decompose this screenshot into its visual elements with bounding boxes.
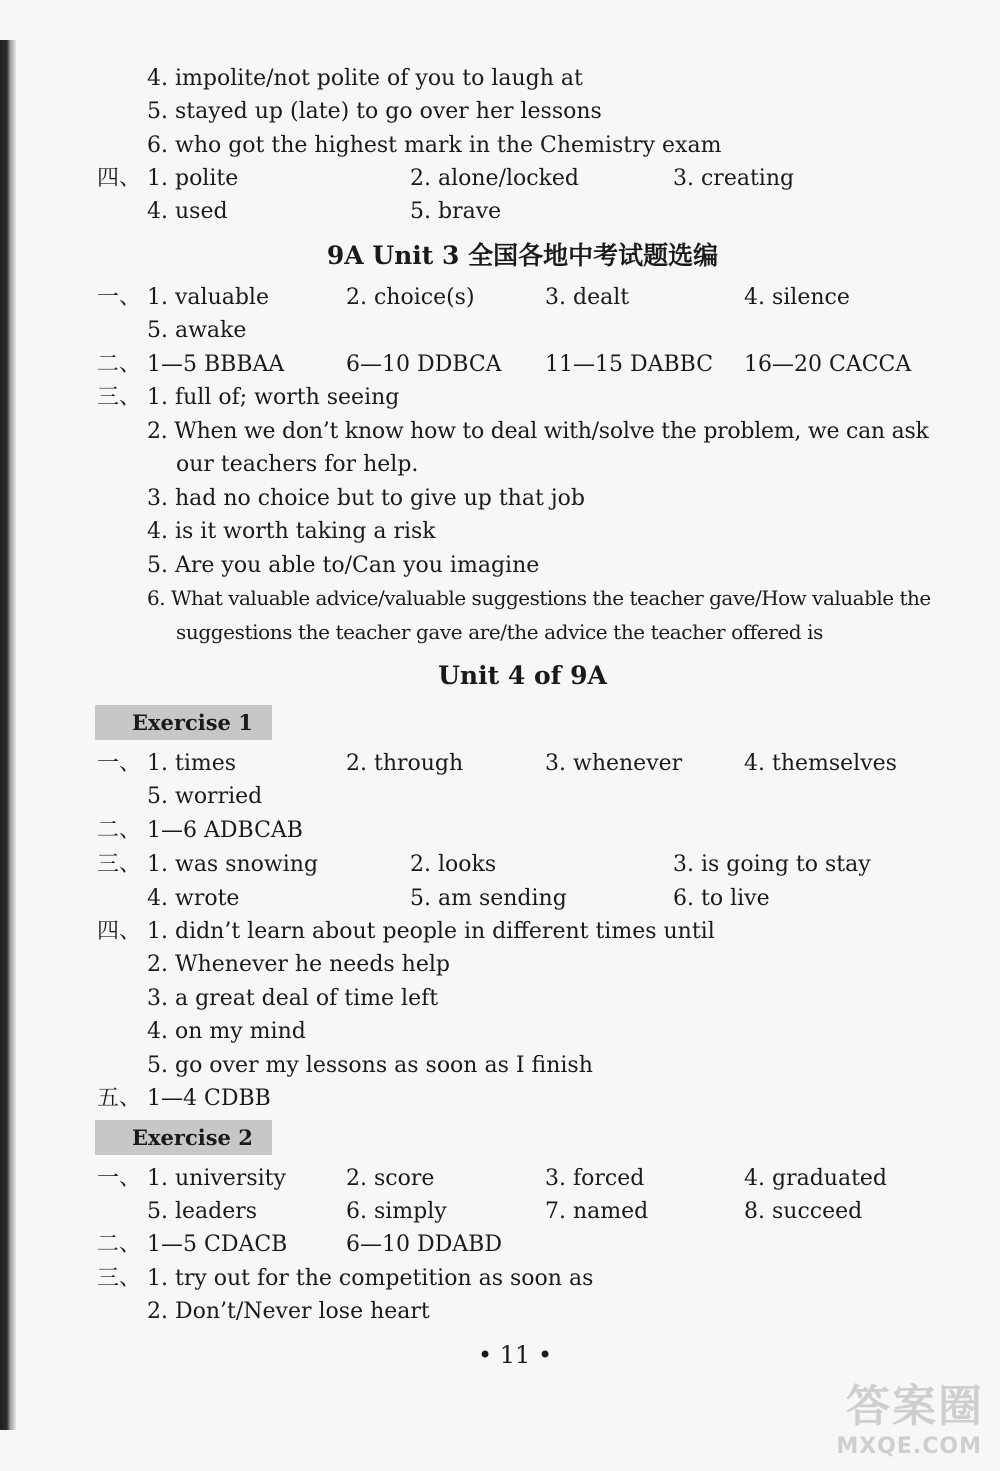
answer-text: 1—6 ADBCAB: [147, 818, 303, 843]
answer-text: 11—15 DABBC: [545, 352, 714, 377]
section-marker: 三、: [97, 385, 142, 410]
answer-text: 6. who got the highest mark in the Chemistry exam: [147, 133, 722, 158]
answer-text: 4. graduated: [744, 1166, 888, 1191]
answer-text: 3. forced: [545, 1166, 645, 1191]
answer-text: 5. leaders: [147, 1199, 258, 1224]
answer-text: 5. go over my lessons as soon as I finish: [147, 1053, 593, 1078]
section-marker: 一、: [97, 751, 142, 776]
answer-text: 1—5 CDACB: [147, 1232, 288, 1257]
answer-text: 2. looks: [410, 852, 497, 877]
answer-text: 5. stayed up (late) to go over her lessons: [147, 99, 602, 124]
answer-text: 3. whenever: [545, 751, 683, 776]
answer-text: 1. was snowing: [147, 852, 319, 877]
section-marker: 五、: [97, 1086, 142, 1111]
answer-text: 6. to live: [673, 886, 770, 911]
watermark-chars: 答案圈: [846, 1381, 984, 1432]
answer-text: 4. on my mind: [147, 1019, 306, 1044]
section-heading: Unit 4 of 9A: [438, 661, 607, 690]
exercise-label: Exercise 2: [95, 1120, 272, 1155]
answer-text: 3. had no choice but to give up that job: [147, 486, 585, 511]
answer-text: 2. Whenever he needs help: [147, 952, 450, 977]
answer-text: 2. alone/locked: [410, 166, 580, 191]
exercise-label: Exercise 1: [95, 705, 272, 740]
answer-text: 3. dealt: [545, 285, 630, 310]
answer-text: 2. When we don’t know how to deal with/solve the problem, we can ask: [147, 419, 929, 444]
answer-text: 4. impolite/not polite of you to laugh at: [147, 66, 583, 91]
answer-text: our teachers for help.: [176, 452, 419, 477]
answer-text: 1. university: [147, 1166, 286, 1191]
answer-text: 2. through: [346, 751, 464, 776]
answer-text: 2. Don’t/Never lose heart: [147, 1299, 430, 1324]
answer-text: 1. times: [147, 751, 237, 776]
answer-text: 4. is it worth taking a risk: [147, 519, 436, 544]
answer-text: 1. full of; worth seeing: [147, 385, 400, 410]
answer-text: 2. choice(s): [346, 285, 475, 310]
answer-text: 6—10 DDBCA: [346, 352, 502, 377]
answer-text: 2. score: [346, 1166, 435, 1191]
answer-text: 1. didn’t learn about people in different times until: [147, 919, 715, 944]
watermark-site: MXQE.COM: [836, 1434, 982, 1459]
answer-text: 5. worried: [147, 784, 263, 809]
answer-text: 8. succeed: [744, 1199, 863, 1224]
watermark-logo: [798, 1383, 988, 1465]
answer-text: 1. polite: [147, 166, 239, 191]
answer-text: 16—20 CACCA: [744, 352, 912, 377]
answer-text: 4. wrote: [147, 886, 240, 911]
answer-text: 6. What valuable advice/valuable suggestions the teacher gave/How valuable the: [147, 586, 931, 610]
answer-text: 5. awake: [147, 318, 247, 343]
answer-text: 1. try out for the competition as soon as: [147, 1266, 594, 1291]
section-marker: 一、: [97, 285, 142, 310]
answer-text: 4. used: [147, 199, 228, 224]
answer-text: 1—4 CDBB: [147, 1086, 271, 1111]
section-marker: 三、: [97, 1266, 142, 1291]
answer-text: 3. is going to stay: [673, 852, 871, 877]
answer-text: 5. brave: [410, 199, 502, 224]
answer-text: 4. themselves: [744, 751, 897, 776]
answer-text: 6. simply: [346, 1199, 447, 1224]
answer-text: 3. a great deal of time left: [147, 986, 439, 1011]
answer-text: 1. valuable: [147, 285, 269, 310]
section-marker: 四、: [97, 166, 142, 191]
section-marker: 四、: [97, 919, 142, 944]
answer-text: 4. silence: [744, 285, 850, 310]
answer-text: suggestions the teacher gave are/the advice the teacher offered is: [176, 620, 824, 644]
section-marker: 二、: [97, 352, 142, 377]
answer-text: 7. named: [545, 1199, 649, 1224]
page-number: • 11 •: [478, 1341, 553, 1369]
answer-text: 3. creating: [673, 166, 795, 191]
section-marker: 三、: [97, 852, 142, 877]
section-heading: 9A Unit 3 全国各地中考试题选编: [326, 241, 719, 270]
answer-text: 6—10 DDABD: [346, 1232, 502, 1257]
section-marker: 一、: [97, 1166, 142, 1191]
section-marker: 二、: [97, 1232, 142, 1257]
answer-text: 5. am sending: [410, 886, 567, 911]
section-marker: 二、: [97, 818, 142, 843]
answer-text: 5. Are you able to/Can you imagine: [147, 553, 540, 578]
answer-text: 1—5 BBBAA: [147, 352, 285, 377]
